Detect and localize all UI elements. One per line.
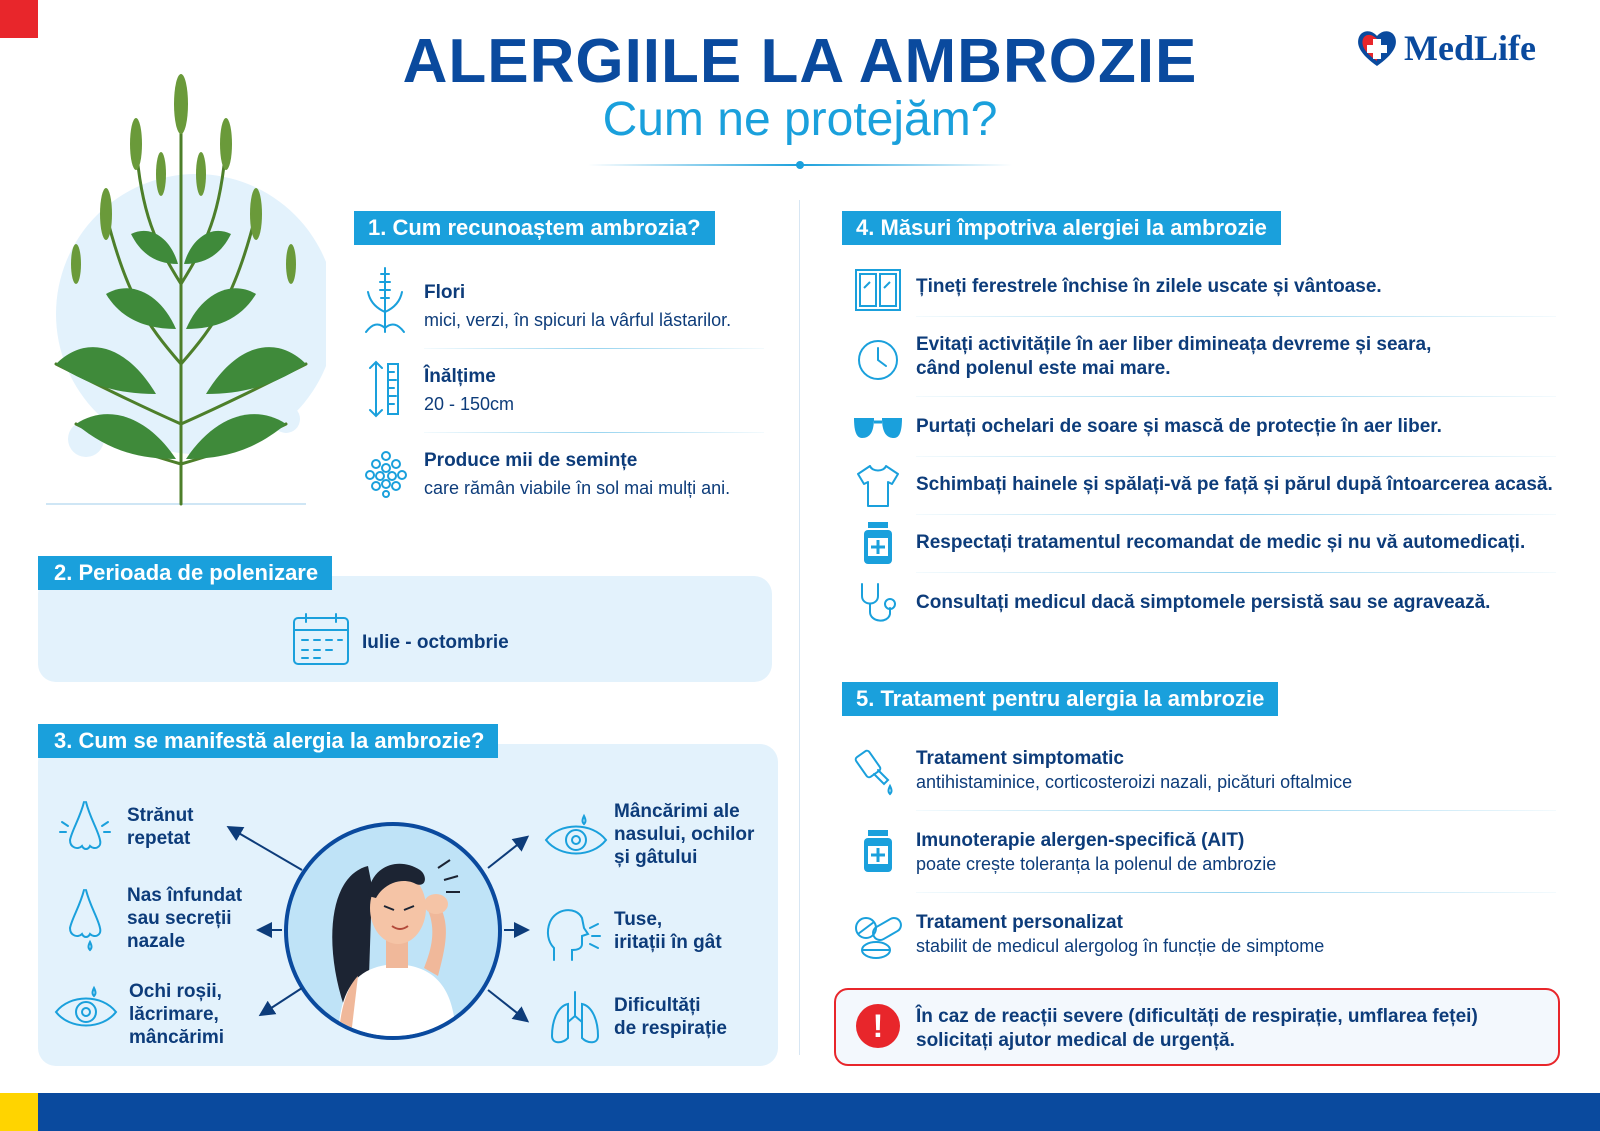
section3-header: 3. Cum se manifestă alergia la ambrozie? <box>38 724 498 758</box>
symptom-label <box>127 804 194 850</box>
symptom-line: nasului, ochilor <box>614 824 755 845</box>
row-divider <box>916 316 1556 317</box>
item-text: 20 - 150cm <box>424 394 515 414</box>
symptom-line: sau secreții <box>127 908 232 929</box>
sneezing-nose-icon <box>56 798 114 854</box>
nasal-spray-icon <box>854 746 902 796</box>
symptom-line: lăcrimare, <box>129 1004 219 1025</box>
item-title: Flori <box>424 282 466 303</box>
pollination-period: Iulie - octombrie <box>362 632 509 653</box>
row-divider <box>916 892 1556 893</box>
measure-text: Consultați medicul dacă simptomele persistă sau se agravează. <box>916 592 1491 613</box>
section2-header: 2. Perioada de polenizare <box>38 556 332 590</box>
measure-text: Evitați activitățile în aer liber dimineața devreme și seara, <box>916 334 1432 355</box>
seeds-icon <box>364 448 408 498</box>
symptom-line: Ochi roșii, <box>129 981 222 1002</box>
calendar-icon <box>292 612 350 666</box>
window-icon <box>854 268 902 312</box>
exclamation-icon: ! <box>856 1004 900 1048</box>
treatment-text: stabilit de medicul alergolog în funcție de simptome <box>916 936 1325 956</box>
measure-text: Respectați tratamentul recomandat de medic și nu vă automedicați. <box>916 532 1526 553</box>
itchy-eye-icon <box>544 812 608 862</box>
symptom-line: nazale <box>127 931 186 952</box>
column-divider <box>799 200 800 1055</box>
tshirt-icon <box>854 464 902 508</box>
stethoscope-icon <box>856 582 902 626</box>
medicine-bottle-icon <box>862 828 894 874</box>
footer-bar <box>38 1093 1600 1131</box>
section4-header: 4. Măsuri împotriva alergiei la ambrozie <box>842 211 1281 245</box>
page-subtitle: Cum ne protejăm? <box>602 93 998 146</box>
symptom-label <box>129 980 224 1049</box>
symptom-line: iritații în gât <box>614 932 722 953</box>
row-divider <box>424 432 764 433</box>
title-divider-dot <box>796 161 804 169</box>
symptom-line: repetat <box>127 828 191 849</box>
logo-text: MedLife <box>1404 28 1536 68</box>
treatment-text: antihistaminice, corticosteroizi nazali, picături oftalmice <box>916 772 1353 792</box>
page-title: ALERGIILE LA AMBROZIE <box>402 27 1198 96</box>
teary-eye-icon <box>54 984 118 1034</box>
flower-spike-icon <box>362 262 408 334</box>
medlife-logo <box>1356 26 1536 70</box>
ragweed-plant-illustration <box>36 64 326 508</box>
section1-header: 1. Cum recunoaștem ambrozia? <box>354 211 715 245</box>
symptom-line: Strănut <box>127 805 194 826</box>
measure-text: când polenul este mai mare. <box>916 358 1171 379</box>
row-divider <box>916 456 1556 457</box>
row-divider <box>916 514 1556 515</box>
medicine-bottle-icon <box>862 520 894 566</box>
row-divider <box>916 810 1556 811</box>
coughing-head-icon <box>544 904 604 962</box>
symptom-label <box>614 908 722 954</box>
symptom-label <box>614 800 754 869</box>
footer-accent <box>0 1093 38 1131</box>
treatment-title: Tratament simptomatic <box>916 748 1124 769</box>
symptom-line: Dificultăți <box>614 995 701 1016</box>
symptom-line: Nas înfundat <box>127 885 243 906</box>
symptom-arrows <box>220 810 570 1050</box>
height-ruler-icon <box>366 360 406 418</box>
clock-icon <box>856 338 900 382</box>
runny-nose-icon <box>60 886 112 952</box>
symptom-line: Tuse, <box>614 909 663 930</box>
item-text: care rămân viabile în sol mai mulți ani. <box>424 478 731 498</box>
measure-text: Purtați ochelari de soare și mască de protecție în aer liber. <box>916 416 1442 437</box>
symptom-label <box>127 884 242 953</box>
treatment-title: Tratament personalizat <box>916 912 1123 933</box>
symptom-line: de respirație <box>614 1018 727 1039</box>
symptom-line: mâncărimi <box>129 1027 225 1048</box>
heart-cross-icon <box>1356 28 1398 68</box>
symptom-line: și gâtului <box>614 847 698 868</box>
row-divider <box>916 572 1556 573</box>
pills-icon <box>852 914 906 960</box>
symptom-label <box>614 994 727 1040</box>
row-divider <box>916 396 1556 397</box>
treatment-text: poate crește toleranța la polenul de ambrozie <box>916 854 1277 874</box>
section5-header: 5. Tratament pentru alergia la ambrozie <box>842 682 1278 716</box>
item-title: Înălțime <box>424 366 496 387</box>
alert-text-line: solicitați ajutor medical de urgență. <box>916 1030 1235 1051</box>
section2-panel <box>38 576 772 682</box>
alert-text-line: În caz de reacții severe (dificultăți de respirație, umflarea feței) <box>916 1006 1478 1027</box>
measure-text: Țineți ferestrele închise în zilele uscate și vântoase. <box>916 276 1382 297</box>
lungs-icon <box>548 990 602 1046</box>
symptom-line: Mâncărimi ale <box>614 801 740 822</box>
treatment-title: Imunoterapie alergen-specifică (AIT) <box>916 830 1245 851</box>
measure-text: Schimbați hainele și spălați-vă pe față și părul după întoarcerea acasă. <box>916 474 1553 495</box>
item-text: mici, verzi, în spicuri la vârful lăstarilor. <box>424 310 732 330</box>
row-divider <box>424 348 764 349</box>
item-title: Produce mii de semințe <box>424 450 638 471</box>
sunglasses-icon <box>852 412 904 442</box>
